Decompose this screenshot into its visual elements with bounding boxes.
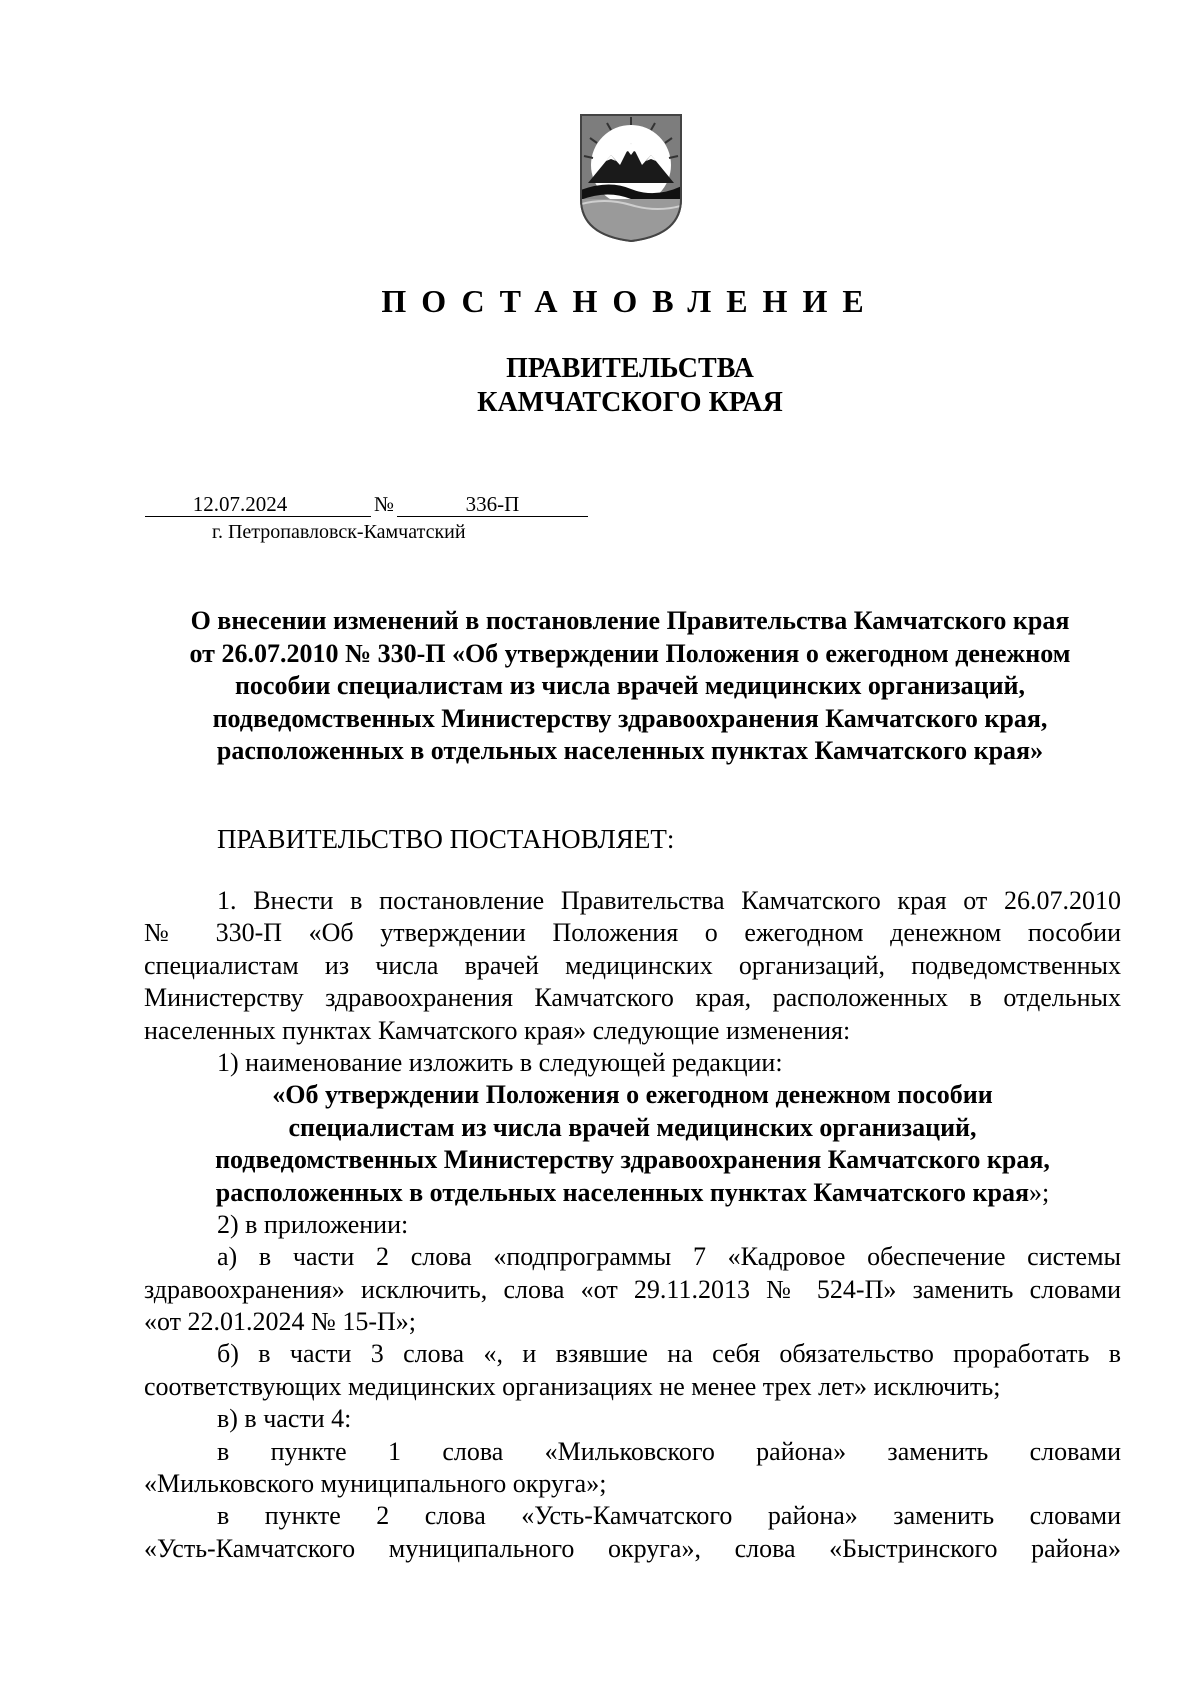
body-line-bold: расположенных в отдельных населенных пунктах Камчатского края bbox=[215, 1177, 1030, 1207]
title-line: пособии специалистам из числа врачей медицинских организаций, bbox=[234, 671, 1026, 700]
issuer-line-1: ПРАВИТЕЛЬСТВА bbox=[506, 353, 754, 384]
body-line: населенных пунктах Камчатского края» следующие изменения: bbox=[144, 1015, 851, 1045]
body-line: «Мильковского муниципального округа»; bbox=[144, 1469, 607, 1499]
document-title bbox=[140, 605, 1120, 768]
title-line: расположенных в отдельных населенных пунктах Камчатского края» bbox=[216, 736, 1044, 765]
body-line: в пункте 1 слова «Мильковского района» заменить словами bbox=[217, 1436, 1121, 1466]
body-line: б) в части 3 слова «, и взявшие на себя обязательство проработать в bbox=[217, 1339, 1121, 1369]
document-body bbox=[144, 885, 1121, 1565]
body-line-bold: подведомственных Министерству здравоохранения Камчатского края, bbox=[215, 1145, 1050, 1175]
body-line: 1. Внести в постановление Правительства Камчатского края от 26.07.2010 bbox=[217, 886, 1121, 915]
title-line: подведомственных Министерству здравоохранения Камчатского края, bbox=[212, 703, 1048, 733]
body-line: специалистам из числа врачей медицинских организаций, подведомственных bbox=[144, 950, 1121, 980]
body-line: в) в части 4: bbox=[217, 1404, 352, 1434]
document-number: 336-П bbox=[397, 492, 588, 517]
body-line: 2) в приложении: bbox=[217, 1209, 409, 1239]
title-line: от 26.07.2010 № 330-П «Об утверждении Положения о ежегодном денежном bbox=[189, 638, 1071, 668]
date-number-line bbox=[145, 492, 588, 517]
body-line-bold: «Об утверждении Положения о ежегодном денежном пособии bbox=[272, 1080, 993, 1110]
body-line: № 330-П «Об утверждении Положения о ежегодном денежном пособии bbox=[144, 918, 1121, 948]
document-type: ПОСТАНОВЛЕНИЕ bbox=[381, 283, 879, 319]
body-line: здравоохранения» исключить, слова «от 29.11.2013 № 524-П» заменить словами bbox=[144, 1274, 1121, 1304]
issuer-line-2: КАМЧАТСКОГО КРАЯ bbox=[477, 387, 783, 418]
document-city: г. Петропавловск-Камчатский bbox=[212, 521, 466, 543]
body-line: Министерству здравоохранения Камчатского края, расположенных в отдельных bbox=[144, 983, 1121, 1013]
body-line: соответствующих медицинских организациях не менее трех лет» исключить; bbox=[144, 1371, 1001, 1401]
document-date: 12.07.2024 bbox=[145, 492, 335, 517]
body-line-bold-with-suffix bbox=[144, 1177, 1121, 1209]
body-line: «Усть-Камчатского муниципального округа», слова «Быстринского района» bbox=[144, 1533, 1121, 1563]
title-line: О внесении изменений в постановление Правительства Камчатского края bbox=[190, 606, 1070, 635]
date-underline-gap bbox=[335, 492, 371, 517]
body-line: а) в части 2 слова «подпрограммы 7 «Кадровое обеспечение системы bbox=[217, 1242, 1121, 1272]
body-line: 1) наименование изложить в следующей редакции: bbox=[217, 1047, 783, 1077]
body-line: в пункте 2 слова «Усть-Камчатского района» заменить словами bbox=[217, 1501, 1121, 1531]
body-line: «от 22.01.2024 № 15-П»; bbox=[144, 1307, 416, 1337]
body-line-bold: специалистам из числа врачей медицинских организаций, bbox=[288, 1112, 977, 1142]
resolves-heading: ПРАВИТЕЛЬСТВО ПОСТАНОВЛЯЕТ: bbox=[217, 824, 675, 854]
kamchatka-coat-of-arms-icon bbox=[578, 113, 684, 243]
body-line-suffix: »; bbox=[1029, 1177, 1050, 1207]
number-sign: № bbox=[373, 492, 395, 516]
